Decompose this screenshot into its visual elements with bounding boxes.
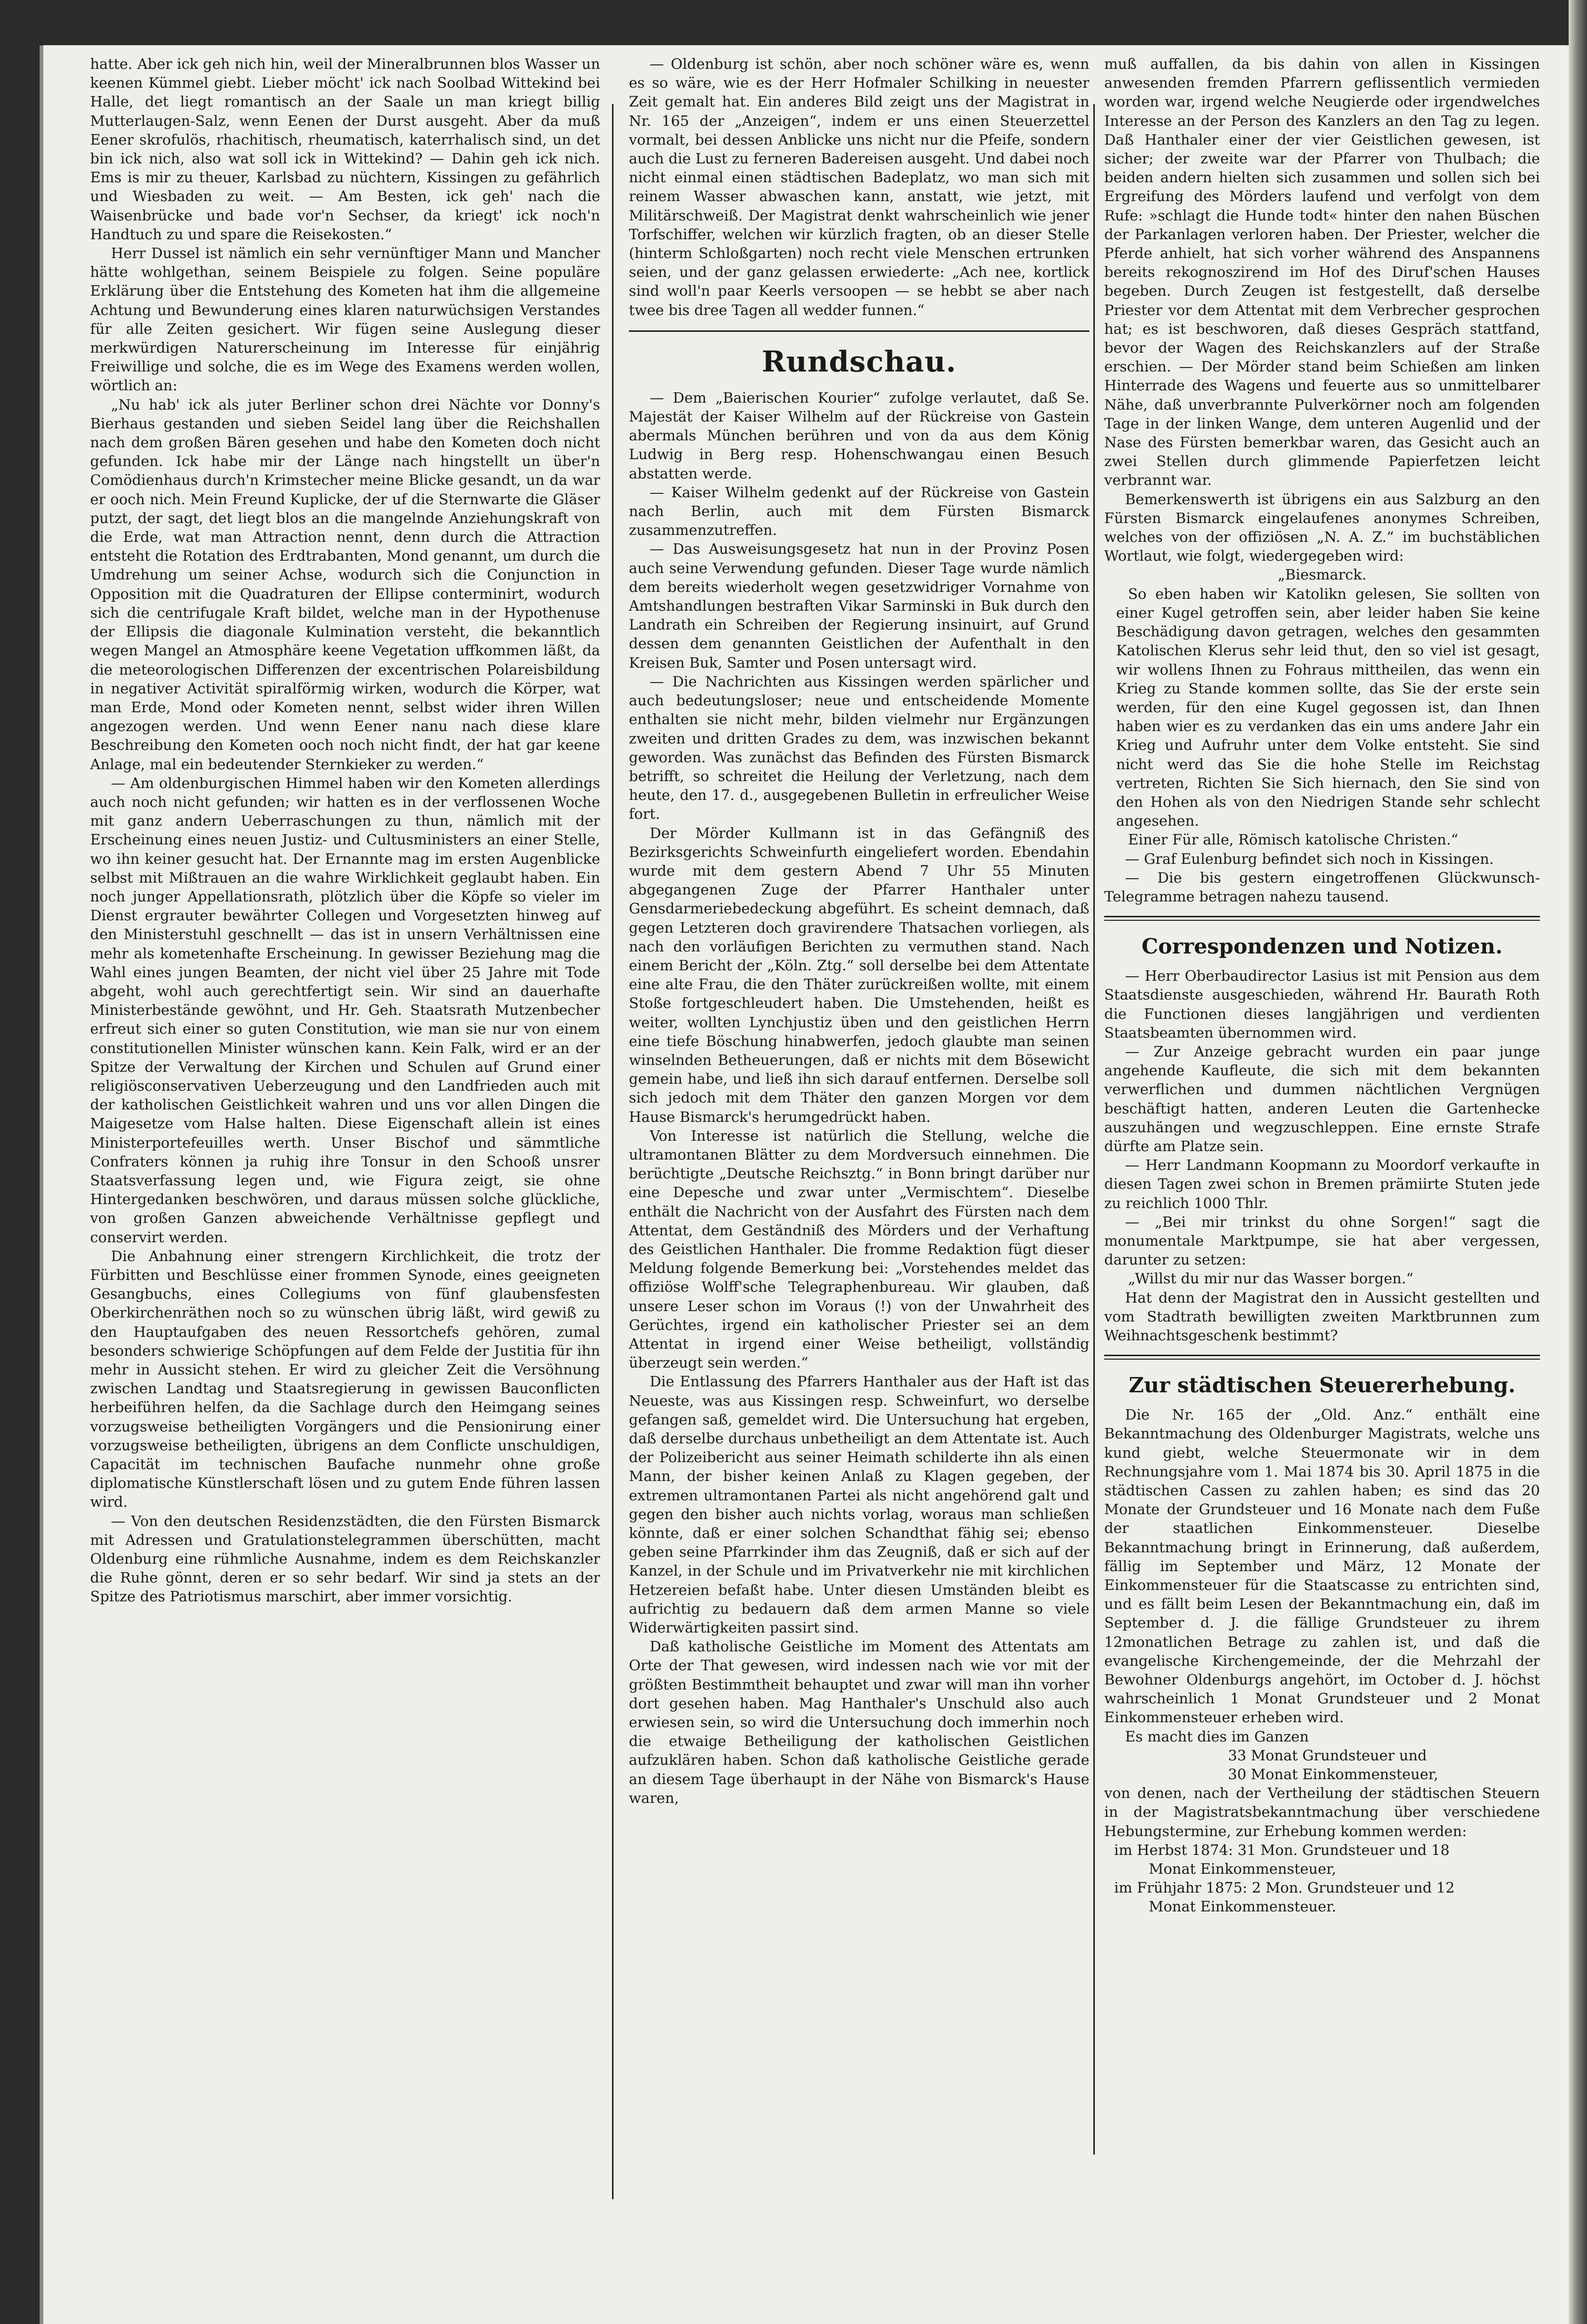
paragraph: Die Nr. 165 der „Old. Anz.“ enthält eine Bekanntmachung des Oldenburger Magistrats, welche uns kund giebt, welche Steuermonate wir in dem Rechnungsjahre vom 1. Mai 1874 bis 30. April 1875 in die städtischen Cassen zu zahlen haben; es sind das 20 Monate der Grundsteuer und 16 Monate nach dem Fuße der staatlichen Einkommensteuer. Dieselbe Bekanntmachung bringt in Erinnerung, daß außerdem, fällig im September und März, 12 Monate der Einkommensteuer für die Staatscasse zu entrichten sind, und es fällt beim Lesen der Bekanntmachung ein, daß im September d. J. die fällige Grundsteuer zu ihrem 12monatlichen Betrage zu zahlen ist, und daß die evangelische Kirchengemeinde, der die Mehrzahl der Bewohner Oldenburgs angehört, im October d. J. höchst wahrscheinlich 1 Monat Grundsteuer und 2 Monat Einkommensteuer erheben wird. bbox=[1104, 1406, 1540, 1726]
paragraph: „Nu hab' ick als juter Berliner schon drei Nächte vor Donny's Bierhaus gestanden und sieben Seidel lang über die Reichshallen nach dem großen Bären gesehen und habe den Kometen doch nicht gefunden. Ick habe mir der Länge nach hingstellt un über'n Comödienhaus durch'n Krimstecher meine Blicke gesandt, un da war er ooch nich. Mein Freund Kuplicke, der uf die Sternwarte die Gläser putzt, der sagt, det liegt blos an die mangelnde Anziehungskraft von die Erde, wat man Attraction nennt, denn durch die Attraction entsteht die Rotation des Erdtrabanten, Mond genannt, um durch die Umdrehung um seiner Achse, wodurch sich die Conjunction in Opposition mit die Quadraturen der Ellipse conterminirt, wodurch sich die centrifugale Kraft bildet, welche man in der Hypothenuse der Ellipsis die diagonale Kulmination versteht, die bekanntlich wegen Mangel an Atmosphäre keene Vegetation uffkommen läßt, da die meteorologischen Differenzen der excentrischen Polareisbildung in negativer Activität spiralförmig wirken, wodurch die Körper, wat man Erde, Mond oder Kometen nennt, selbst wider ihren Willen angezogen werden. Und wenn Eener nanu nach diese klare Beschreibung den Kometen ooch noch nicht findt, der hat gar keene Anlage, mal ein bedeutender Sternkieker zu werden.“ bbox=[90, 396, 600, 773]
paragraph: von denen, nach der Vertheilung der städtischen Steuern in der Magistratsbekanntmachung über verschiedene Hebungstermine, zur Erhebung kommen werden: bbox=[1104, 1785, 1540, 1840]
paragraph: — Von den deutschen Residenzstädten, die den Fürsten Bismarck mit Adressen und Gratulationstelegrammen überschütten, macht Oldenburg eine rühmliche Ausnahme, indem es dem Reichskanzler die Ruhe gönnt, deren er so sehr bedarf. Wir sind ja stets an der Spitze des Patriotismus marschirt, aber immer vorsichtig. bbox=[90, 1512, 600, 1605]
rundschau-paragraphs bbox=[629, 388, 1089, 1807]
continued-paragraphs bbox=[1104, 54, 1540, 906]
paragraph: hatte. Aber ick geh nich hin, weil der Mineralbrunnen blos Wasser un keenen Kümmel giebt. Lieber möcht' ick nach Soolbad Wittekind bei Halle, det liegt romantisch an der Saale un man kriegt billig Mutterlaugen-Salz, wenn Eenen der Durst ausgeht. Aber da muß Eener skrofulös, rhachitisch, rheumatisch, katerrhalisch sind, un det bin ick nich, also wat soll ick in Wittekind? — Dahin geh ick nich. Ems is mir zu theuer, Karlsbad zu nüchtern, Kissingen zu gefährlich und Wiesbaden zu weit. — Am Besten, ick geh' nach die Waisenbrücke und bade vor'n Sechser, da kriegt' ick noch'n Handtuch zu und spare die Reisekosten.“ bbox=[90, 55, 600, 243]
paragraph: Die Entlassung des Pfarrers Hanthaler aus der Haft ist das Neueste, was aus Kissingen resp. Schweinfurt, wo derselbe gefangen saß, gemeldet wird. Die Untersuchung hat ergeben, daß derselbe durchaus unbetheiligt an dem Attentate ist. Auch der Polizeibericht aus seiner Heimath schilderte ihn als einen Mann, der bisher keinen Anlaß zu Klagen gegeben, der extremen ultramontanen Partei als nicht angehörend galt und gegen den bisher auch nichts vorlag, woraus man schließen könnte, daß er einer solchen Schandthat fähig sei; ebenso geben seine Pfarrkinder ihm das Zeugniß, daß er sich auf der Kanzel, in der Schule und im Privatverkehr nie mit kirchlichen Hetzereien befaßt habe. Unter diesen Umständen bleibt es aufrichtig zu bedauern daß dem armen Manne so viele Widerwärtigkeiten passirt sind. bbox=[629, 1373, 1089, 1637]
paragraph: — Die bis gestern eingetroffenen Glückwunsch-Telegramme betragen nahezu tausend. bbox=[1104, 869, 1540, 905]
section-heading-correspondenzen: Correspondenzen und Notizen. bbox=[1141, 934, 1503, 959]
paragraph: 30 Monat Einkommensteuer, bbox=[1228, 1766, 1438, 1783]
paragraph: — Zur Anzeige gebracht wurden ein paar junge angehende Kaufleute, die sich mit dem bekannten verwerflichen und dummen nächtlichen Vergnügen beschäftigt hatten, anderen Leuten die Gartenhecke auszuhängen und wegzuschleppen. Eine ernste Strafe dürfte am Platze sein. bbox=[1104, 1043, 1540, 1155]
paragraph: — „Bei mir trinkst du ohne Sorgen!“ sagt die monumentale Marktpumpe, sie hat aber vergessen, darunter zu setzen: bbox=[1104, 1213, 1540, 1268]
page-edge bbox=[40, 46, 44, 2324]
paragraph: Von Interesse ist natürlich die Stellung, welche die ultramontanen Blätter zu dem Mordversuch einnehmen. Die berüchtigte „Deutsche Reichsztg.“ in Bonn bringt darüber nur eine Depesche und zwar unter „Vermischtem“. Dieselbe enthält die Nachricht von der Ausfahrt des Fürsten nach dem Attentat, dem Geständniß des Mörders und der Verhaftung des Geistlichen Hanthaler. Die fromme Redaktion fügt dieser Meldung folgende Bemerkung bei: „Vorstehendes meldet das offiziöse Wolff'sche Telegraphenbureau. Wir glauben, daß unsere Leser schon im Voraus (!) von der Unwahrheit des Gerüchtes, irgend ein katholischer Priester sei an dem Attentat in irgend einer Weise betheiligt, vollständig überzeugt sein werden.“ bbox=[629, 1127, 1089, 1372]
section-divider bbox=[629, 330, 1089, 332]
paragraph: Der Mörder Kullmann ist in das Gefängniß des Bezirksgerichts Schweinfurth eingeliefert worden. Ebendahin wurde mit dem gestern Abend 7 Uhr 55 Minuten abgegangenen Zuge der Pfarrer Hanthaler unter Gensdarmeriebedeckung abgeführt. Es scheint demnach, daß gegen Letzteren doch gravirendere Thatsachen vorliegen, als nach den vorläufigen Berichten zu vermuthen stand. Nach einem Bericht der „Köln. Ztg.“ soll derselbe bei dem Attentate eine alte Frau, die den Thäter zurückreißen wollte, mit einem Stoße fortgeschleudert haben. Die Umstehenden, heißt es weiter, wollten Lynchjustiz üben und den geistlichen Herrn eine tiefe Böschung hinabwerfen, jedoch glaubte man seinen winselnden Betheuerungen, daß er nichts mit dem Bösewicht gemein habe, und ließ ihn sich darauf entfernen. Derselbe soll sich jedoch mit dem Thäter den ganzen Morgen vor dem Hause Bismarck's herumgedrückt haben. bbox=[629, 824, 1089, 1125]
paragraph: Herr Dussel ist nämlich ein sehr vernünftiger Mann und Mancher hätte wohlgethan, seinem Beispiele zu folgen. Seine populäre Erklärung über die Entstehung des Kometen hat ihm die allgemeine Achtung und Bewunderung eines klaren naturwüchsigen Verstandes für alle Zeiten gesichert. Wir fügen seine Auslegung dieser merkwürdigen Naturerscheinung im Interesse für einjährig Freiwillige und solche, die es im Wege des Examens werden wollen, wörtlich an: bbox=[90, 245, 600, 394]
section-divider bbox=[1104, 1355, 1540, 1360]
paragraph: 33 Monat Grundsteuer und bbox=[1228, 1746, 1427, 1764]
paragraph: „Biesmarck. bbox=[1278, 566, 1367, 583]
paragraph: „Willst du mir nur das Wasser borgen.“ bbox=[1128, 1270, 1414, 1287]
paragraph: — Herr Landmann Koopmann zu Moordorf verkaufte in diesen Tagen zwei schon in Bremen prämiirte Stuten jede zu reichlich 1000 Thlr. bbox=[1104, 1157, 1540, 1212]
paragraph: Monat Einkommensteuer. bbox=[1149, 1898, 1336, 1915]
paragraph: So eben haben wir Katolikn gelesen, Sie sollten von einer Kugel getroffen sein, aber leider haben Sie keine Beschädigung davon getragen, welches den gesammten Katolischen Klerus sehr leid thut, den so viel ist gesagt, wir wollens Ihnen zu Fohraus mittheilen, das wenn ein Krieg zu Stande kommen sollte, das Sie der erste sein werden, für den eine Kugel gegossen ist, dan Ihnen haben wier es zu verdanken das ein ums andere Jahr ein Krieg und Aufruhr unter dem Volke entsteht. Sie sind nicht werd das Sie die hohe Stelle im Reichstag vertreten, Richten Sie Sich hiernach, den Sie sind von den Hohen als von den Niedrigen Stande sehr schlecht angesehen. bbox=[1116, 585, 1540, 830]
paragraph: — Oldenburg ist schön, aber noch schöner wäre es, wenn es so wäre, wie es der Herr Hofmaler Schilking in neuester Zeit gemalt hat. Ein anderes Bild zeigt uns der Magistrat in Nr. 165 der „Anzeigen“, indem er uns einen Steuerzettel vormalt, bei dessen Anblicke uns nicht nur die Pfeife, sondern auch die Lust zu ferneren Badereisen ausgeht. Und dabei noch nicht einmal einen städtischen Badeplatz, wo man sich mit reinem Wasser abwaschen kann, anstatt, wie jetzt, mit Militärschweiß. Der Magistrat denkt wahrscheinlich wie jener Torfschiffer, welchen wir kürzlich fragten, ob an dieser Stelle (hinterm Schloßgarten) noch recht viele Menschen ertrunken seien, und der ganz gelassen erwiederte: „Ach nee, kortlick sind woll'n paar Keerls versoopen — se hebbt se aber nach twee bis dree Tagen all wedder funnen.“ bbox=[629, 55, 1089, 318]
paragraph: — Graf Eulenburg befindet sich noch in Kissingen. bbox=[1125, 850, 1494, 867]
paragraph: Monat Einkommensteuer, bbox=[1149, 1860, 1336, 1878]
paragraph: Bemerkenswerth ist übrigens ein aus Salzburg an den Fürsten Bismarck eingelaufenes anonymes Schreiben, welches von der offiziösen „N. A. Z.“ im buchstäblichen Wortlaut, wie folgt, wiedergegeben wird: bbox=[1104, 490, 1540, 565]
column-rule bbox=[1093, 104, 1095, 2155]
column-rule bbox=[612, 104, 614, 2199]
tax-paragraphs bbox=[1104, 1405, 1540, 1916]
paragraph: im Frühjahr 1875: 2 Mon. Grundsteuer und 12 bbox=[1114, 1879, 1455, 1897]
paragraph: Daß katholische Geistliche im Moment des Attentats am Orte der That gewesen, wird indessen nach wie vor mit der größten Bestimmtheit behauptet und zwar will man ihn vorher dort gesehen haben. Mag Hanthaler's Unschuld also auch erwiesen sein, so wird die Untersuchung doch immerhin noch die etwaige Betheiligung der katholischen Geistlichen aufzuklären haben. Schon daß katholische Geistliche gerade an diesem Tage überhaupt in der Nähe von Bismarck's Hause waren, bbox=[629, 1638, 1089, 1806]
column-right bbox=[1104, 54, 1540, 1916]
paragraph: — Am oldenburgischen Himmel haben wir den Kometen allerdings auch noch nicht gefunden; wir hatten es in der verflossenen Woche mit ganz andern Ueberraschungen zu thun, nämlich mit der Erscheinung eines neuen Justiz- und Cultusministers an einer Stelle, wo ihn keiner gesucht hat. Der Ernannte mag im ersten Augenblicke selbst mit Mißtrauen an die wahre Wirklichkeit geglaubt haben. Ein noch junger Appellationsrath, plötzlich über die Köpfe so vieler im Dienst ergrauter bewährter Collegen und Vorgesetzten hinweg auf den Ministerstuhl geschnellt — das ist in unsern Verhältnissen eine mehr als kometenhafte Erscheinung. In gewisser Beziehung mag die Wahl eines jungen Beamten, der nicht viel über 25 Jahre mit Tode abgeht, wohl auch gerechtfertigt sein. Wir sind an dauerhafte Ministerbestände gewöhnt, und Hr. Geh. Staatsrath Mutzenbecher erfreut sich einer so guten Constitution, wie man sie nur von einem constitutionellen Minister wünschen kann. Kein Falk, wird er an der Spitze der Verwaltung der Kirchen und Schulen auf Grund einer religiösconservativen Ueberzeugung und den Landfrieden auch mit der katholischen Geistlichkeit wahren und uns vor allen Dingen die Maigesetze vom Halse halten. Diese Eigenschaft allein ist eines Ministerportefeuilles werth. Unser Bischof und sämmtliche Confraters können ja ruhig ihre Tonsur in den Schooß unsrer Staatsverfassung legen und, wie Figura zeigt, sie ohne Hintergedanken beschwören, und daraus müssen solche glückliche, von großen Ganzen abweichende Verhältnisse gepflegt und conservirt werden. bbox=[90, 774, 600, 1246]
paragraph: — Die Nachrichten aus Kissingen werden spärlicher und auch bedeutungsloser; neue und entscheidende Momente enthalten sie nicht mehr, bilden vielmehr nur Ergänzungen zweiten und dritten Grades zu dem, was inzwischen bekannt geworden. Was zunächst das Befinden des Fürsten Bismarck betrifft, so schreitet die Heilung der Verletzung, nach dem heute, den 17. d., ausgegebenen Bulletin in erfreulicher Weise fort. bbox=[629, 673, 1089, 823]
paragraph: Es macht dies im Ganzen bbox=[1125, 1728, 1309, 1745]
intro-paragraphs bbox=[629, 54, 1089, 319]
column-middle bbox=[629, 54, 1089, 1807]
paragraph: muß auffallen, da bis dahin von allen in Kissingen anwesenden fremden Pfarrern geflissentlich vermieden worden war, irgend welche Neugierde oder irgendwelches Interesse an der Person des Kanzlers an den Tag zu legen. Daß Hanthaler einer der vier Geistlichen gewesen, ist sicher; der zweite war der Pfarrer von Thulbach; die beiden andern hielten sich zusammen und sollen sich bei Ergreifung des Mörders laufend und verfolgt von dem Rufe: »schlagt die Hunde todt« hinter den nahen Büschen der Parkanlagen verloren haben. Der Priester, welcher die Pferde anhielt, hat sich vorher während des Anspannens bereits rekognoszirend im Hof des Diruf'schen Hauses begeben. Durch Zeugen ist festgestellt, daß derselbe Priester vor dem Attentat mit dem Verbrecher gesprochen hat; es ist beschworen, daß dieses Gespräch stattfand, bevor der Wagen des Reichskanzlers auf der Straße erschien. — Der Mörder stand beim Schießen am linken Hinterrade des Wagens und feuerte aus so unmittelbarer Nähe, daß unverbrannte Pulverkörner noch am folgenden Tage in der linken Wange, dem unteren Augenlid und der Nase des Fürsten bemerkbar waren, das Gesicht auch an zwei Stellen durch glimmende Papierfetzen leicht verbrannt war. bbox=[1104, 55, 1540, 489]
paragraph: Die Anbahnung einer strengern Kirchlichkeit, die trotz der Fürbitten und Beschlüsse einer frommen Synode, eines geeigneten Gesangbuchs, eines Collegiums von fünf glaubensfesten Oberkirchenräthen noch so zu wünschen übrig läßt, wird gewiß zu den Hauptaufgaben des neuen Ressortchefs gehören, zumal besonders schwierige Schöpfungen auf dem Felde der Justitia für ihn mehr in Aussicht stehen. Er wird zu gleicher Zeit die Versöhnung zwischen Landtag und Staatsregierung in gewissen Bauconflicten herbeiführen helfen, da die Sachlage durch den Heimgang seines vorzugsweise betheiligten Vorgängers und die Pensionirung einer vorzugsweise betheiligten, übrigens an dem Conflicte unschuldigen, Capacität im technischen Baufache nunmehr ohne große diplomatische Künstlerschaft lösen und zu gutem Ende führen lassen wird. bbox=[90, 1247, 600, 1511]
notes-paragraphs bbox=[1104, 966, 1540, 1345]
section-heading-rundschau: Rundschau. bbox=[762, 344, 957, 378]
column-left bbox=[90, 54, 600, 1606]
paragraph: — Herr Oberbaudirector Lasius ist mit Pension aus dem Staatsdienste ausgeschieden, während Hr. Baurath Roth die Functionen dieses langjährigen und verdienten Staatsbeamten übernommen wird. bbox=[1104, 967, 1540, 1041]
paragraph: Hat denn der Magistrat den in Aussicht gestellten und vom Stadtrath bewilligten zweiten Marktbrunnen zum Weihnachtsgeschenk bestimmt? bbox=[1104, 1289, 1540, 1344]
paragraph: — Dem „Baierischen Kourier“ zufolge verlautet, daß Se. Majestät der Kaiser Wilhelm auf der Rückreise von Gastein abermals München berühren und von da aus dem König Ludwig in Berg resp. Hohenschwangau einen Besuch abstatten werde. bbox=[629, 389, 1089, 482]
section-divider bbox=[1104, 916, 1540, 921]
paragraph: — Das Ausweisungsgesetz hat nun in der Provinz Posen auch seine Verwendung gefunden. Dieser Tage wurde nämlich dem bereits wiederholt wegen gesetzwidriger Vornahme von Amtshandlungen bestraften Vikar Sarminski in Buk durch den Landrath ein Schreiben der Regierung insinuirt, auf Grund dessen dem genannten Geistlichen der Aufenthalt in den Kreisen Buk, Samter und Posen untersagt wird. bbox=[629, 540, 1089, 671]
paragraph: — Kaiser Wilhelm gedenkt auf der Rückreise von Gastein nach Berlin, auch mit dem Fürsten Bismarck zusammenzutreffen. bbox=[629, 483, 1089, 539]
scan-binding-shadow bbox=[1569, 0, 1587, 2324]
section-heading-steuererhebung: Zur städtischen Steuererhebung. bbox=[1128, 1373, 1516, 1398]
paragraph: Einer Für alle, Römisch katolische Christen.“ bbox=[1128, 831, 1458, 848]
paragraph: im Herbst 1874: 31 Mon. Grundsteuer und 18 bbox=[1114, 1841, 1450, 1858]
